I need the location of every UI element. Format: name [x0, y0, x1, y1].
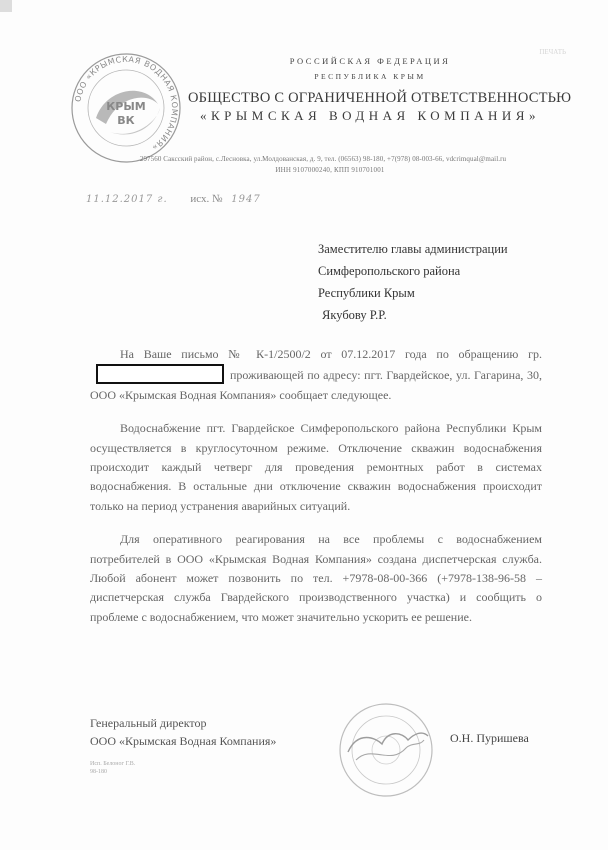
company-logo-graphic [66, 48, 186, 168]
company-stamp [336, 700, 436, 800]
addressee-block [318, 238, 558, 326]
header-ids: ИНН 9107000240, КПП 910701001 [275, 166, 385, 174]
signatory-title [90, 714, 276, 750]
executor-line1: Исп. Белоног Г.В. [90, 761, 136, 767]
outgoing-num: 1947 [231, 194, 261, 205]
addressee-line3: Республики Крым [318, 286, 415, 300]
header-country: РОССИЙСКАЯ ФЕДЕРАЦИЯ [289, 56, 451, 66]
addressee-line4: Якубову Р.Р. [322, 308, 387, 322]
executor-line2: 98-180 [90, 769, 107, 775]
letter-body [90, 345, 542, 627]
outgoing-date: 11.12.2017 г. [86, 194, 168, 205]
company-logo [66, 48, 186, 168]
logo-line1: КРЫМ [106, 100, 146, 113]
signatory-title-line2: ООО «Крымская Водная Компания» [90, 734, 277, 748]
body-paragraph-2: Водоснабжение пгт. Гвардейское Симферопольского района Республики Крым осуществляется в круглосуточном режиме. Отключение скважин водоснабжения происходит каждый четверг для проведения ремонтных работ в системах водоснабжения. В остальные дни отключение скважин водоснабжения происходит только на период устранения аварийных ситуаций. [90, 421, 542, 513]
redaction-box [96, 364, 224, 384]
header-address: 297560 Саксский район, с.Лесновка, ул.Молдованская, д. 9, тел. (06563) 98-180, +7(978) 08-003-66, vdcrimqual@mail.ru [139, 155, 507, 163]
header-org-line1: ОБЩЕСТВО С ОГРАНИЧЕННОЙ ОТВЕТСТВЕННОСТЬЮ [188, 90, 572, 106]
logo-ring-text: ООО «КРЫМСКАЯ ВОДНАЯ КОМПАНИЯ» [73, 54, 180, 153]
outgoing-label: исх. № [190, 193, 223, 205]
logo-line2: ВК [117, 114, 135, 127]
scan-artifact: ПЕЧАТЬ [539, 48, 566, 56]
executor-info [90, 760, 135, 776]
p1-after: проживающей по адресу: пгт. Гвардейское, ул. Гагарина, 30, ООО «Крымская Водная Компания» сообщает следующее. [90, 368, 542, 402]
signatory-name: О.Н. Пуришева [450, 731, 529, 745]
scan-corner-artifact [0, 0, 12, 12]
header-org-line2: «КРЫМСКАЯ ВОДНАЯ КОМПАНИЯ» [200, 108, 540, 123]
outgoing-number [86, 193, 261, 205]
body-paragraph-1 [90, 345, 542, 405]
header-republic: РЕСПУБЛИКА КРЫМ [314, 72, 426, 81]
addressee-line2: Симферопольского района [318, 264, 461, 278]
signatory-title-line1: Генеральный директор [90, 716, 207, 730]
body-paragraph-3: Для оперативного реагирования на все проблемы с водоснабжением потребителей в ООО «Крымская Водная Компания» создана диспетчерская служба. Любой абонент может позвонить по тел. +7978-08-00-366 (+7978-138-96-58 – диспетчерская служба Гвардейского производственного участка) и сообщить о проблеме с водоснабжением, что может значительно ускорить ее решение. [90, 532, 542, 624]
p1-before: На Ваше письмо № К-1/2500/2 от 07.12.2017 года по обращению гр. [120, 347, 542, 361]
stamp-graphic [336, 700, 436, 800]
addressee-line1: Заместителю главы администрации [318, 242, 508, 256]
